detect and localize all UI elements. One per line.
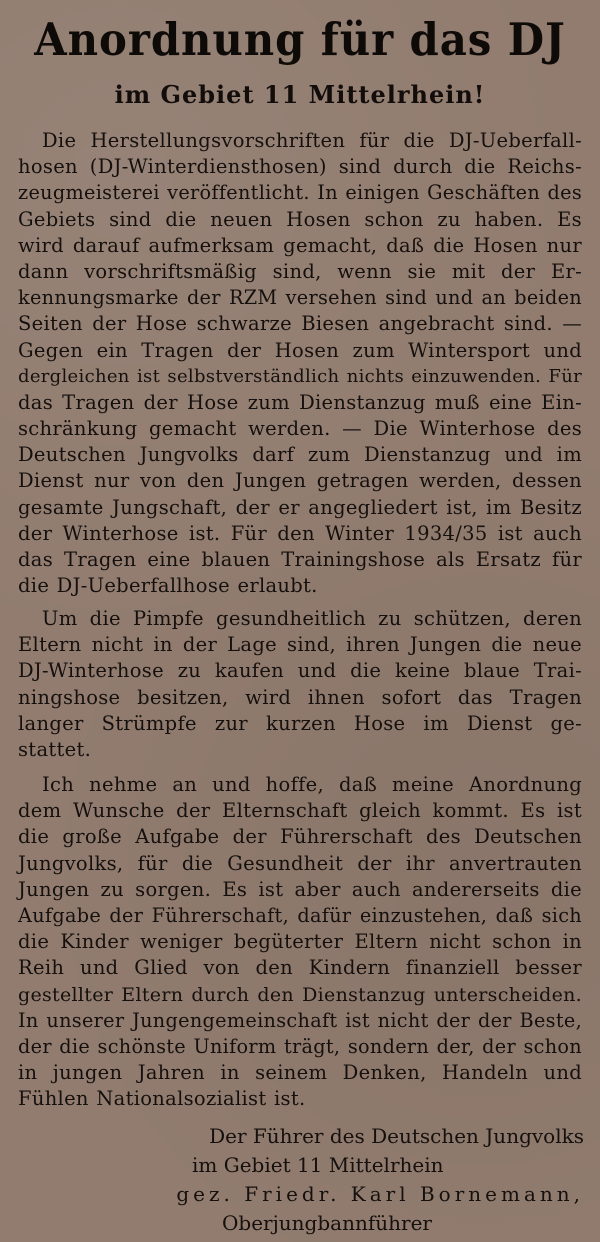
paragraph-3	[18, 772, 582, 1112]
text-line: dergleichen ist selbstverständlich nichts einzuwenden. Für	[18, 365, 582, 387]
text-line: das Tragen der Hose zum Dienstanzug muß eine Ein-	[18, 390, 582, 414]
text-line: das Tragen eine blauen Trainingshose als Ersatz für	[18, 548, 582, 571]
headline: Anordnung für das DJ	[34, 13, 566, 66]
signature-name: gez. Friedr. Karl Bornemann,	[176, 1182, 584, 1206]
text-line: gestellter Eltern durch den Dienstanzug unterscheiden.	[18, 983, 582, 1006]
text-line: Jungen zu sorgen. Es ist aber auch andererseits die	[18, 877, 582, 901]
text-line: kennungsmarke der RZM versehen sind und an beiden	[18, 286, 582, 310]
text-line: stattet.	[18, 737, 92, 761]
paragraph-2	[18, 606, 582, 763]
signature-rank: Oberjungbannführer	[222, 1211, 432, 1235]
text-line: dann vorschriftsmäßig sind, wenn sie mit der Er-	[18, 259, 582, 283]
text-line: Gebiets sind die neuen Hosen schon zu haben. Es	[18, 207, 582, 231]
signature-title: Der Führer des Deutschen Jungvolks	[209, 1124, 584, 1148]
text-line: DJ-Winterhose zu kaufen und die keine blaue Trai-	[18, 659, 582, 683]
text-line: Um die Pimpfe gesundheitlich zu schützen, deren	[42, 607, 582, 630]
text-line: Fühlen Nationalsozialist ist.	[18, 1087, 306, 1111]
text-line: Jungvolks, für die Gesundheit der ihr anvertrauten	[18, 851, 582, 875]
text-line: die Kinder weniger begüterter Eltern nicht schon in	[18, 930, 582, 954]
text-line: ningshose besitzen, wird ihnen sofort das Tragen	[18, 685, 582, 709]
subheadline: im Gebiet 11 Mittelrhein!	[114, 80, 486, 109]
text-line: Ich nehme an und hoffe, daß meine Anordnung	[42, 773, 582, 796]
paragraph-1	[18, 128, 582, 599]
text-line: gesamte Jungschaft, der er angegliedert ist, im Besitz	[18, 495, 582, 519]
text-line: Eltern nicht in der Lage sind, ihren Jungen die neue	[18, 633, 582, 657]
text-line: wird darauf aufmerksam gemacht, daß die Hosen nur	[18, 233, 582, 257]
signature-region: im Gebiet 11 Mittelrhein	[192, 1153, 444, 1177]
text-line: Gegen ein Tragen der Hosen zum Wintersport und	[18, 338, 582, 362]
text-line: zeugmeisterei veröffentlicht. In einigen Geschäften des	[18, 181, 582, 205]
text-line: Seiten der Hose schwarze Biesen angebracht sind. —	[18, 312, 582, 336]
text-line: der Winterhose ist. Für den Winter 1934/35 ist auch	[18, 521, 582, 545]
text-line: die große Aufgabe der Führerschaft des Deutschen	[18, 825, 582, 849]
text-line: die DJ-Ueberfallhose erlaubt.	[18, 574, 318, 598]
text-line: Die Herstellungsvorschriften für die DJ-Ueberfall-	[42, 129, 582, 152]
text-line: Aufgabe der Führerschaft, dafür einzustehen, daß sich	[18, 903, 582, 927]
signature-block	[114, 1122, 584, 1238]
text-line: Deutschen Jungvolks darf zum Dienstanzug und im	[18, 443, 582, 467]
text-line: in jungen Jahren in seinem Denken, Handeln und	[18, 1061, 582, 1085]
text-line: schränkung gemacht werden. — Die Winterhose des	[18, 417, 582, 441]
text-line: langer Strümpfe zur kurzen Hose im Dienst ge-	[18, 711, 582, 735]
text-line: Reih und Glied von den Kindern finanziell besser	[18, 956, 582, 980]
text-line: Dienst nur von den Jungen getragen werden, dessen	[18, 469, 582, 493]
text-line: In unserer Jungengemeinschaft ist nicht der der Beste,	[18, 1008, 582, 1032]
text-line: der die schönste Uniform trägt, sondern der, der schon	[18, 1034, 582, 1058]
text-line: hosen (DJ-Winterdiensthosen) sind durch die Reichs-	[18, 155, 582, 179]
text-line: dem Wunsche der Elternschaft gleich kommt. Es ist	[18, 799, 582, 823]
